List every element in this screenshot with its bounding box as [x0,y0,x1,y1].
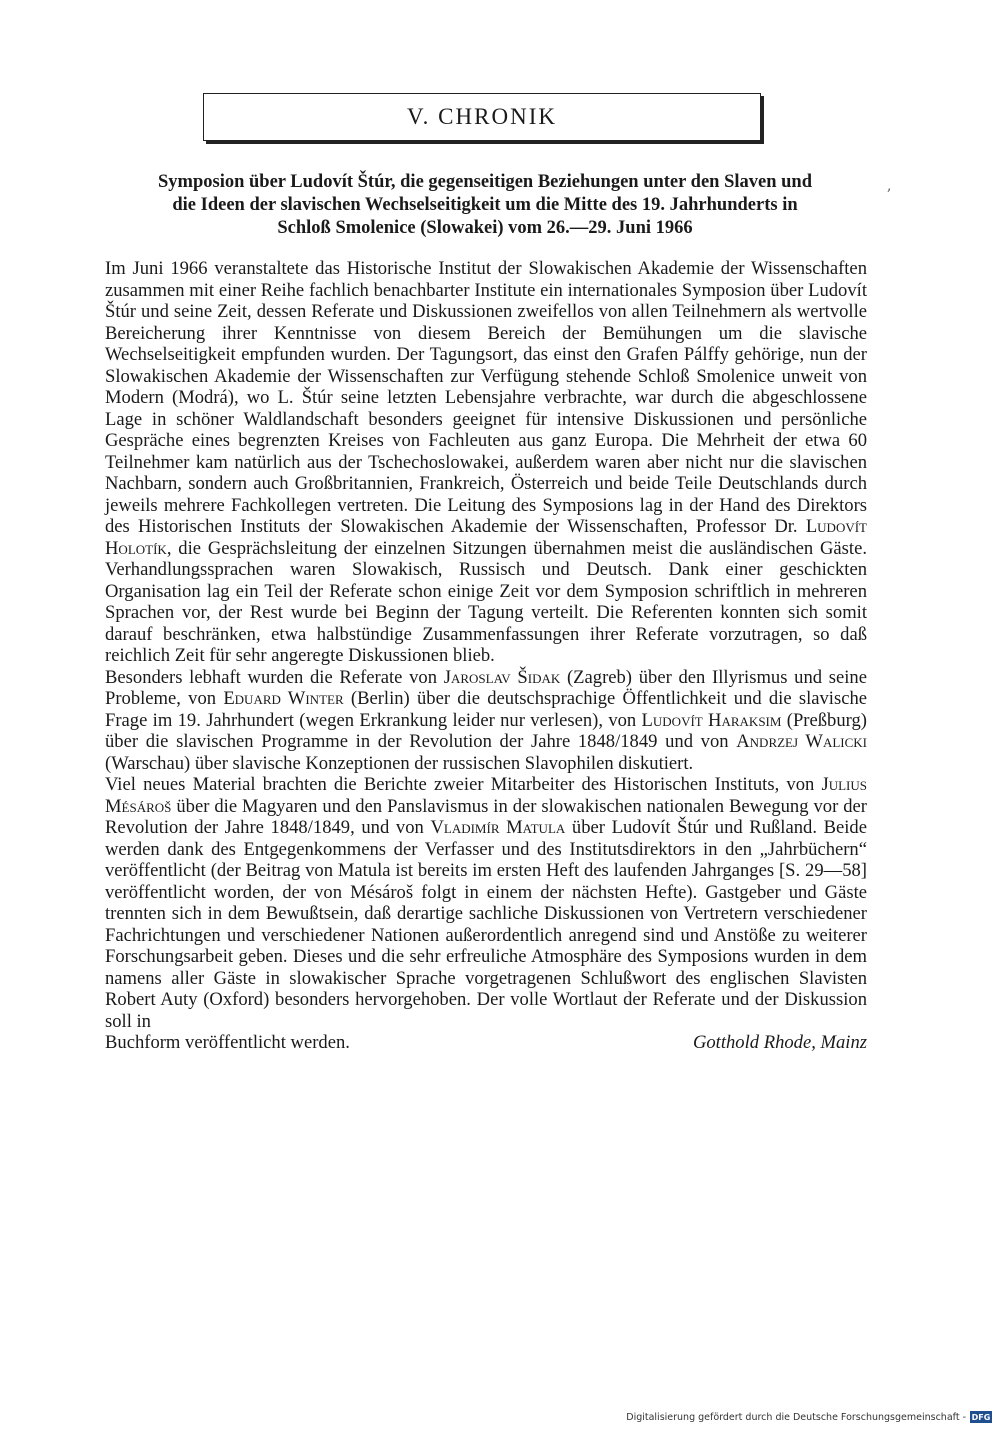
person-name: Julius Mésároš [105,774,867,817]
section-title: V. CHRONIK [407,104,557,129]
text-run: Viel neues Material brachten die Berichte zweier Mitarbeiter des Historischen Instituts, von [105,774,822,795]
text-run: Im Juni 1966 veranstaltete das Historische Institut der Slowakischen Akademie der Wissenschaften zusammen mit einer Reihe fachlich benachbarter Institute ein internationales Symposion über Ludovít Štúr und seine Zeit, dessen Referate und Diskussionen zweifellos von allen Teilnehmern als wertvolle Bereicherung ihrer Kenntnisse von diesem Bereich der Bemühungen um die slavische Wechselseitigkeit empfunden wurden. Der Tagungsort, das einst den Grafen Pálffy gehörige, nun der Slowakischen Akademie der Wissenschaften zur Verfügung stehende Schloß Smolenice unweit von Modern (Modrá), wo L. Štúr seine letzten Lebensjahre verbrachte, war durch die abgeschlossene Lage in schöner Waldlandschaft besonders geeignet für intensive Diskussionen und persönliche Gespräche eines begrenzten Kreises von Fachleuten aus ganz Europa. Die Mehrheit der etwa 60 Teilnehmer kam natürlich aus der Tschechoslowakei, außerdem waren aber nicht nur die slavischen Nachbarn, sondern auch Großbritannien, Frankreich, Österreich und beide Teile Deutschlands durch jeweils mehrere Fachkollegen vertreten. Die Leitung des Symposions lag in der Hand des Direktors des Historischen Instituts der Slowakischen Akademie der Wissenschaften, Professor Dr. [105,258,867,537]
text-run: , die Gesprächsleitung der einzelnen Sitzungen übernahmen meist die ausländischen Gäste. Verhandlungssprachen waren Slowakisch, Russisch und Deutsch. Dank einer geschickten Organisation lag ein Teil der Referate schon einige Zeit vor dem Symposion schriftlich in mehreren Sprachen vor, der Rest wurde bei Beginn der Tagung verteilt. Die Referenten konnten sich somit darauf beschränken, etwa halbstündige Zusammenfassungen ihrer Referate vorzutragen, so daß reichlich Zeit für sehr angeregte Diskussionen blieb. [105,537,867,666]
text-run: über die Magyaren und den Panslavismus in der slowakischen nationalen Bewegung vor der Revolution der Jahre 1848/1849, und von [105,795,867,838]
paragraph [105,667,867,775]
headline-line: Schloß Smolenice (Slowakei) vom 26.—29. Juni 1966 [277,218,693,238]
article-headline [105,171,865,240]
person-name: Andrzej Walicki [736,731,867,752]
paragraph [105,774,867,1032]
digitization-footer [626,1411,992,1423]
text-run: (Zagreb) über den Illyrismus und seine Probleme, von [105,666,867,709]
closing-line [105,1032,867,1054]
person-name: Vladimír Matula [430,817,566,838]
headline-line: Symposion über Ludovít Štúr, die gegenseitigen Beziehungen unter den Slaven und [158,172,812,192]
text-run: (Berlin) über die deutschsprachige Öffentlichkeit und die slavische Frage im 19. Jahrhundert (wegen Erkrankung leider nur verlesen), von [105,688,868,731]
footer-text: Digitalisierung gefördert durch die Deutsche Forschungsgemeinschaft - [626,1411,966,1423]
person-name: Eduard Winter [223,688,344,709]
text-run: (Warschau) über slavische Konzeptionen der russischen Slavophilen diskutiert. [105,752,694,774]
headline-line: die Ideen der slavischen Wechselseitigkeit um die Mitte des 19. Jahrhunderts in [172,195,798,215]
text-run: (Preßburg) über die slavischen Programme in der Revolution der Jahre 1848/1849 und von [105,709,867,752]
dfg-logo-icon[interactable]: DFG [971,1412,991,1422]
person-name: Ludovít Haraksim [641,709,782,731]
paragraph [105,258,867,667]
person-name: Jaroslav Šidak [443,666,561,688]
text-run: Besonders lebhaft wurden die Referate von [105,666,444,688]
stray-mark: , [887,178,892,194]
section-header-box [203,93,761,141]
text-run: über Ludovít Štúr und Rußland. Beide werden dank des Entgegenkommens der Verfasser und des Institutsdirektors in den „Jahrbüchern“ veröffentlicht (der Beitrag von Matula ist bereits im ersten Heft des laufenden Jahrganges [S. 29—58] veröffentlicht worden, der von Mésároš folgt in einem der nächsten Hefte). Gastgeber und Gäste trennten sich in dem Bewußtsein, daß derartige sachliche Diskussionen von Vertretern verschiedener Fachrichtungen und verschiedener Nationen außerordentlich anregend sind und Anstöße zu weiterer Forschungsarbeit geben. Dieses und die sehr erfreuliche Atmosphäre des Symposions wurden in dem namens aller Gäste in slowakischer Sprache vorgetragenen Schlußwort des englischen Slavisten Robert Auty (Oxford) besonders hervorgehoben. Der volle Wortlaut der Referate und der Diskussion soll in [105,817,867,1032]
article-body [105,258,867,1054]
author-signature: Gotthold Rhode, Mainz [692,1032,867,1053]
last-line: Buchform veröffentlicht werden. [105,1032,350,1053]
person-name: Ludovít Holotík [105,516,867,559]
